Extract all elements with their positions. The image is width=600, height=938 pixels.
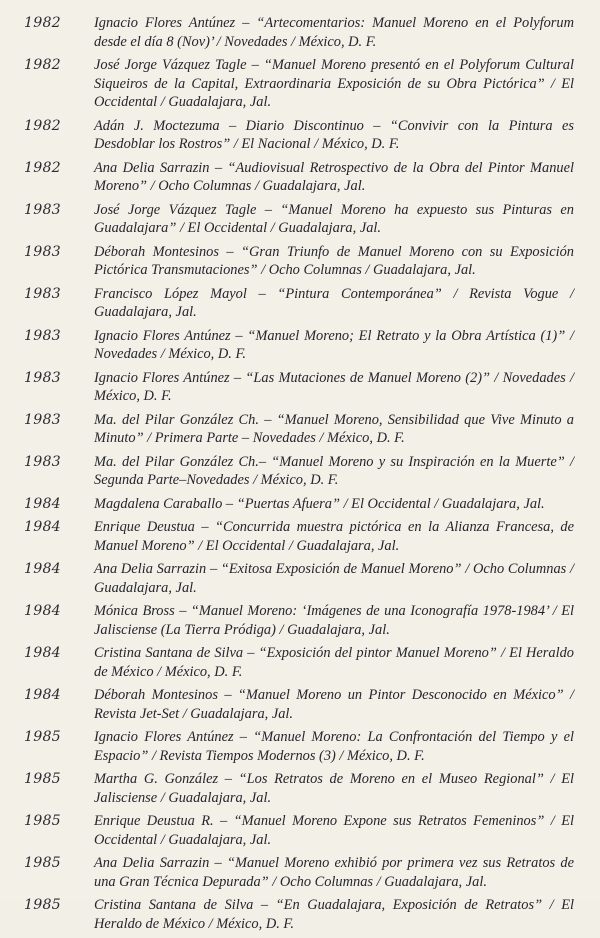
entry-text: Magdalena Caraballo – “Puertas Afuera” / El Occidental / Guadalajara, Jal.: [94, 495, 545, 512]
bibliography-entry: [0, 285, 600, 322]
bibliography-list: [0, 14, 600, 938]
entry-year: 1982: [24, 117, 61, 134]
entry-text: Enrique Deustua – “Concurrida muestra pictórica en la Alianza Francesa, de Manuel Moreno” / El Occidental / Guadalajara, Jal.: [94, 519, 574, 554]
entry-year: 1984: [24, 519, 61, 535]
entry-text: Francisco López Mayol – “Pintura Contemporánea” / Revista Vogue / Guadalajara, Jal.: [94, 285, 574, 320]
entry-year: 1985: [24, 855, 61, 871]
bibliography-entry: [0, 812, 600, 849]
bibliography-entry: [0, 369, 600, 406]
entry-text: Ma. del Pilar González Ch.– “Manuel Moreno y su Inspiración en la Muerte” / Segunda Parte–Novedades / México, D. F.: [94, 453, 574, 488]
bibliography-entry: [0, 56, 600, 112]
bibliography-entry: [0, 453, 600, 490]
bibliography-entry: [0, 896, 600, 933]
bibliography-entry: [0, 854, 600, 891]
entry-text: Mónica Bross – “Manuel Moreno: ‘Imágenes de una Iconografía 1978-1984’ / El Jalisciense (La Tierra Pródiga) / Guadalajara, Jal.: [94, 603, 574, 638]
bibliography-entry: [0, 495, 600, 514]
entry-text: Adán J. Moctezuma – Diario Discontinuo – “Convivir con la Pintura es Desdoblar los Rostros” / El Nacional / México, D. F.: [94, 117, 574, 152]
entry-year: 1983: [24, 285, 61, 302]
entry-text: Ana Delia Sarrazin – “Manuel Moreno exhibió por primera vez sus Retratos de una Gran Técnica Depurada” / Ocho Columnas / Guadalajara, Jal.: [94, 855, 574, 890]
entry-year: 1983: [24, 369, 61, 386]
entry-text: Ana Delia Sarrazin – “Audiovisual Retrospectivo de la Obra del Pintor Manuel Moreno” / Ocho Columnas / Guadalajara, Jal.: [94, 159, 574, 194]
entry-text: Déborah Montesinos – “Gran Triunfo de Manuel Moreno con su Exposición Pictórica Transmutaciones” / Ocho Columnas / Guadalajara, Jal.: [94, 243, 574, 278]
bibliography-entry: [0, 686, 600, 723]
entry-text: Déborah Montesinos – “Manuel Moreno un Pintor Desconocido en México” / Revista Jet-Set / Guadalajara, Jal.: [94, 687, 574, 722]
bibliography-entry: [0, 159, 600, 196]
entry-text: Ignacio Flores Antúnez – “Artecomentarios: Manuel Moreno en el Polyforum desde el día 8 (Nov)’ / Novedades / México, D. F.: [94, 15, 574, 50]
entry-text: José Jorge Vázquez Tagle – “Manuel Moreno ha expuesto sus Pinturas en Guadalajara” / El Occidental / Guadalajara, Jal.: [94, 201, 574, 236]
entry-text: Enrique Deustua R. – “Manuel Moreno Expone sus Retratos Femeninos” / El Occidental / Guadalajara, Jal.: [94, 813, 574, 848]
entry-text: Ignacio Flores Antúnez – “Manuel Moreno: La Confrontación del Tiempo y el Espacio” / Revista Tiempos Modernos (3) / México, D. F.: [94, 729, 574, 764]
entry-text: Ignacio Flores Antúnez – “Las Mutaciones de Manuel Moreno (2)” / Novedades / México, D. F.: [94, 369, 574, 404]
entry-year: 1983: [24, 411, 61, 428]
entry-year: 1984: [24, 603, 61, 619]
entry-year: 1983: [24, 453, 61, 470]
entry-text: Martha G. González – “Los Retratos de Moreno en el Museo Regional” / El Jalisciense / Guadalajara, Jal.: [94, 771, 574, 806]
entry-year: 1984: [24, 687, 61, 703]
entry-text: Ma. del Pilar González Ch. – “Manuel Moreno, Sensibilidad que Vive Minuto a Minuto” / Primera Parte – Novedades / México, D. F.: [94, 411, 574, 446]
entry-text: Cristina Santana de Silva – “En Guadalajara, Exposición de Retratos” / El Heraldo de México / México, D. F.: [94, 897, 574, 932]
entry-year: 1985: [24, 897, 61, 913]
entry-year: 1985: [24, 813, 61, 829]
bibliography-entry: [0, 14, 600, 51]
bibliography-entry: [0, 728, 600, 765]
entry-year: 1984: [24, 645, 61, 661]
entry-text: Ana Delia Sarrazin – “Exitosa Exposición de Manuel Moreno” / Ocho Columnas / Guadalajara, Jal.: [94, 561, 574, 596]
entry-year: 1985: [24, 729, 61, 745]
bibliography-entry: [0, 560, 600, 597]
entry-year: 1983: [24, 201, 61, 218]
entry-text: Cristina Santana de Silva – “Exposición del pintor Manuel Moreno” / El Heraldo de México / México, D. F.: [94, 645, 574, 680]
bibliography-entry: [0, 327, 600, 364]
bibliography-entry: [0, 201, 600, 238]
bibliography-entry: [0, 117, 600, 154]
entry-year: 1982: [24, 57, 61, 73]
entry-year: 1982: [24, 15, 61, 31]
bibliography-entry: [0, 602, 600, 639]
entry-year: 1983: [24, 327, 61, 344]
entry-text: José Jorge Vázquez Tagle – “Manuel Moreno presentó en el Polyforum Cultural Siqueiros de la Capital, Extraordinaria Exposición de su Obra Pictórica” / El Occidental / Guadalajara, Jal.: [94, 57, 574, 110]
bibliography-entry: [0, 411, 600, 448]
bibliography-entry: [0, 770, 600, 807]
entry-text: Ignacio Flores Antúnez – “Manuel Moreno; El Retrato y la Obra Artística (1)” / Novedades / México, D. F.: [94, 327, 574, 362]
entry-year: 1984: [24, 495, 61, 512]
bibliography-entry: [0, 243, 600, 280]
entry-year: 1983: [24, 243, 61, 260]
entry-year: 1984: [24, 561, 61, 577]
bibliography-entry: [0, 518, 600, 555]
entry-year: 1985: [24, 771, 61, 787]
bibliography-entry: [0, 644, 600, 681]
entry-year: 1982: [24, 159, 61, 176]
